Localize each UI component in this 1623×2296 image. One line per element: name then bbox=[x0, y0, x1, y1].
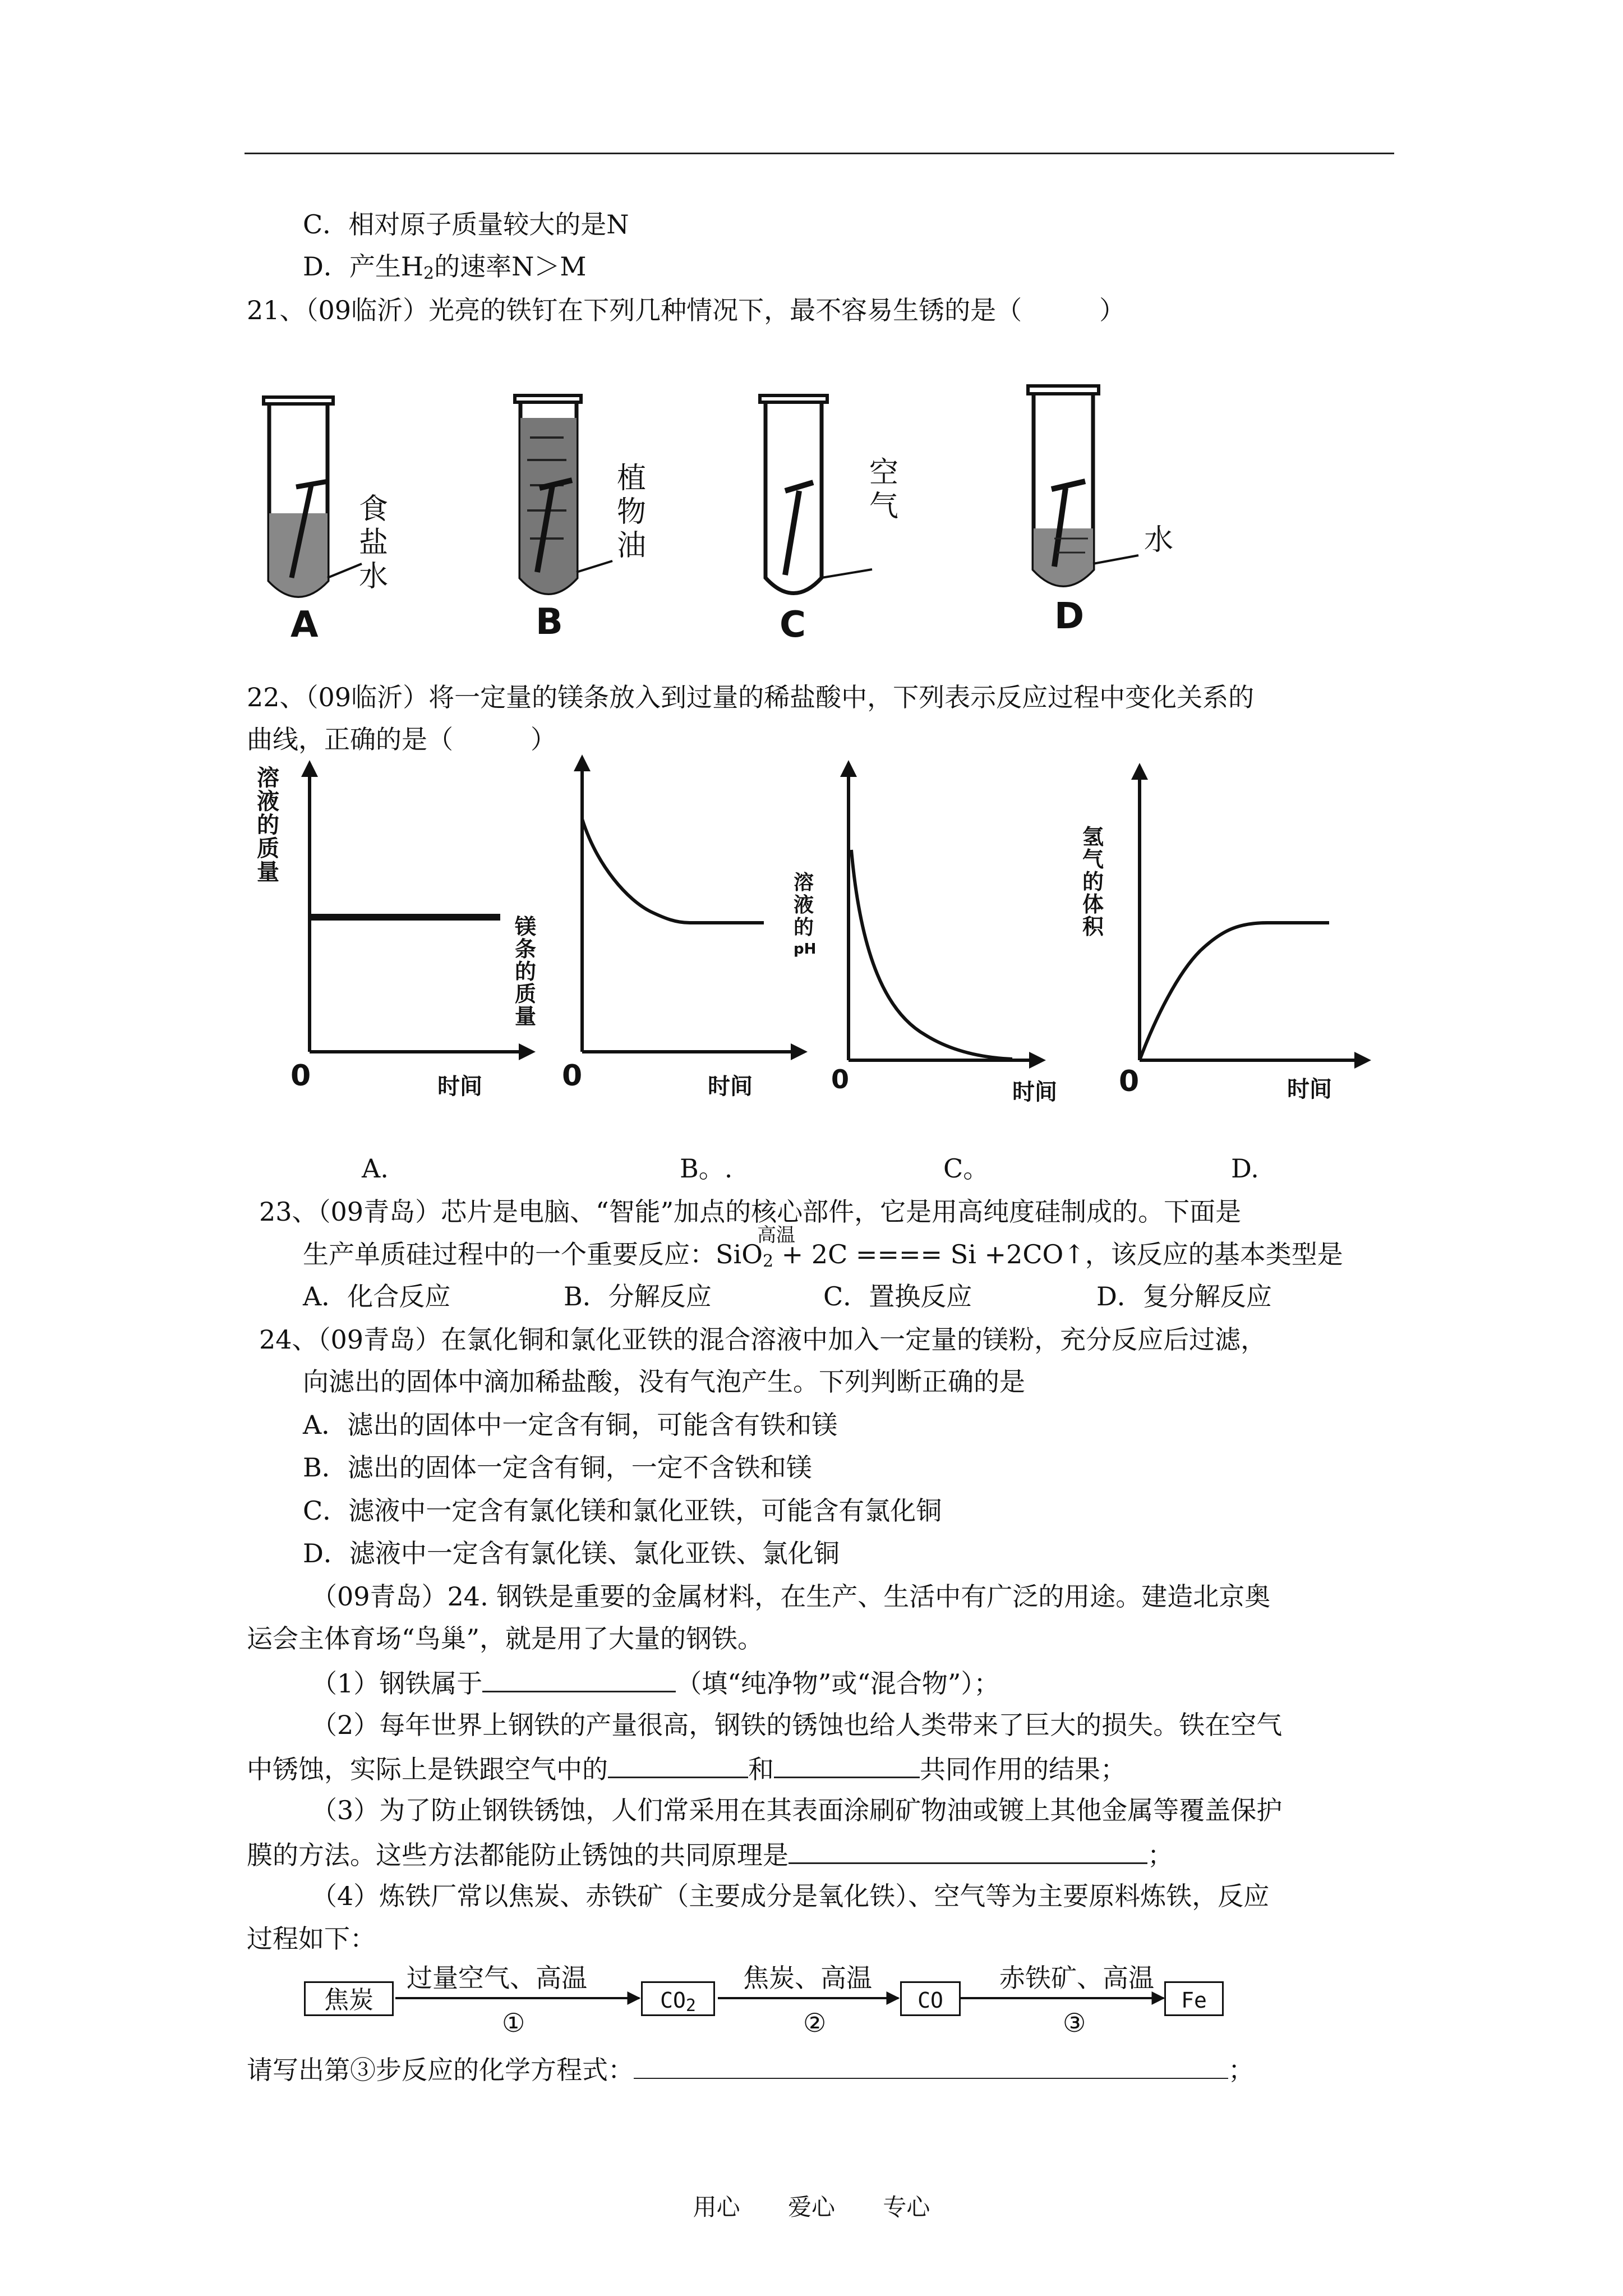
q25-part-3-line-1: （3）为了防止钢铁锈蚀，人们常采用在其表面涂刷矿物油或镀上其他金属等覆盖保护 bbox=[311, 1795, 1283, 1825]
graph-d-curve bbox=[1140, 923, 1329, 1060]
tube-a-label-3: 水 bbox=[359, 560, 389, 593]
tube-a-letter: A bbox=[291, 604, 319, 646]
q23-line-1: 23、（09青岛）芯片是电脑、“智能”加点的核心部件，它是用高纯度硅制成的。下面是 bbox=[259, 1197, 1242, 1227]
flow-arrow-1-step: ① bbox=[502, 2008, 525, 2038]
tube-d bbox=[1028, 386, 1173, 637]
tube-b bbox=[515, 395, 646, 643]
q25-part-3-line-2: 膜的方法。这些方法都能防止锈蚀的共同原理是 ； bbox=[247, 1838, 1173, 1871]
graph-a bbox=[257, 765, 527, 1099]
q22-stem-line-1: 22、（09临沂）将一定量的镁条放入到过量的稀盐酸中，下列表示反应过程中变化关系的 bbox=[247, 682, 1255, 712]
graph-b-ylabel-2: 条 bbox=[515, 937, 537, 961]
footer-item-3: 专心 bbox=[883, 2193, 930, 2221]
blank-2a[interactable] bbox=[608, 1752, 748, 1778]
graph-c-ylabel-3: 的 bbox=[794, 916, 814, 939]
q23-option-d: D．复分解反应 bbox=[1096, 1281, 1272, 1312]
graph-c-ylabel-2: 液 bbox=[794, 894, 814, 917]
q24-option-c: C．滤液中一定含有氯化镁和氯化亚铁，可能含有氯化铜 bbox=[303, 1496, 942, 1526]
tube-a bbox=[264, 397, 388, 646]
graph-b-ylabel-1: 镁 bbox=[515, 914, 537, 939]
graph-a-origin: 0 bbox=[291, 1059, 311, 1093]
graph-c-ylabel-1: 溶 bbox=[794, 871, 814, 894]
graph-a-ylabel-2: 液 bbox=[257, 789, 279, 815]
q23-option-b: B．分解反应 bbox=[564, 1281, 712, 1312]
blank-equation[interactable] bbox=[634, 2053, 1228, 2079]
q24-line-2: 向滤出的固体中滴加稀盐酸，没有气泡产生。下列判断正确的是 bbox=[303, 1366, 1025, 1397]
graph-d-ylabel-1: 氢 bbox=[1082, 825, 1104, 849]
q23-option-a: A．化合反应 bbox=[303, 1281, 451, 1312]
q20-option-c: C．相对原子质量较大的是N bbox=[303, 209, 629, 240]
graph-d-ylabel-4: 体 bbox=[1082, 892, 1104, 917]
graph-a-xlabel: 时间 bbox=[437, 1074, 482, 1099]
graph-b-ylabel-5: 量 bbox=[515, 1004, 537, 1029]
q22-stem-line-2: 曲线，正确的是（ ） bbox=[247, 724, 556, 754]
q25-part-4-line-1: （4）炼铁厂常以焦炭、赤铁矿（主要成分是氧化铁）、空气等为主要原料炼铁，反应 bbox=[311, 1881, 1270, 1911]
tube-b-label-3: 油 bbox=[617, 529, 647, 563]
page-footer bbox=[0, 2189, 1623, 2223]
q25-final-line: 请写出第③步反应的化学方程式： ； bbox=[247, 2053, 1254, 2086]
q23-line-2: 生产单质硅过程中的一个重要反应：SiO$_2$ + 2C ==== Si +2CO↑，该反应的基本类型是 bbox=[303, 1239, 1343, 1271]
flow-arrow-2-condition: 焦炭、高温 bbox=[743, 1963, 872, 1993]
flow-arrow-3-step: ③ bbox=[1063, 2008, 1086, 2038]
tube-a-label-1: 食 bbox=[359, 493, 389, 526]
tube-d-letter: D bbox=[1054, 596, 1085, 637]
flow-arrow-1-condition: 过量空气、高温 bbox=[407, 1963, 587, 1993]
graph-b-ylabel-4: 质 bbox=[515, 982, 537, 1006]
graph-c-ylabel-4: pH bbox=[794, 941, 817, 958]
tube-b-letter: B bbox=[536, 601, 563, 643]
q25-part-2-line-1: （2）每年世界上钢铁的产量很高，钢铁的锈蚀也给人类带来了巨大的损失。铁在空气 bbox=[311, 1710, 1283, 1740]
q25-intro-line-2: 运会主体育场“鸟巢”，就是用了大量的钢铁。 bbox=[247, 1623, 764, 1654]
graph-d-ylabel-2: 气 bbox=[1082, 847, 1104, 872]
footer-item-1: 用心 bbox=[693, 2193, 740, 2221]
graph-b-ylabel-3: 的 bbox=[515, 959, 537, 984]
q24-option-b: B．滤出的固体一定含有铜，一定不含铁和镁 bbox=[303, 1452, 812, 1483]
tube-b-label-2: 物 bbox=[617, 495, 647, 529]
graph-b bbox=[515, 763, 799, 1099]
q22-option-a: A. bbox=[362, 1153, 389, 1184]
graph-b-origin: 0 bbox=[562, 1059, 583, 1093]
q22-option-d: D. bbox=[1231, 1153, 1259, 1184]
tube-c-letter: C bbox=[780, 604, 806, 646]
graph-a-ylabel-3: 的 bbox=[257, 812, 279, 838]
q22-option-c: C。 bbox=[943, 1153, 989, 1184]
q25-part-4-line-2: 过程如下： bbox=[247, 1924, 376, 1954]
graph-c bbox=[794, 769, 1057, 1105]
tube-d-label-1: 水 bbox=[1144, 523, 1174, 557]
graph-d-xlabel: 时间 bbox=[1287, 1076, 1332, 1102]
flow-arrow-2-step: ② bbox=[803, 2008, 827, 2038]
q22-graphs-figure bbox=[247, 754, 1396, 1119]
q25-part-2-line-2: 中锈蚀，实际上是铁跟空气中的 和 共同作用的结果； bbox=[247, 1752, 1126, 1785]
q25-part-1: （1）钢铁属于 （填“纯净物”或“混合物”）； bbox=[311, 1666, 999, 1699]
q21-test-tubes-figure bbox=[247, 370, 1312, 662]
flow-box-coke: 焦炭 bbox=[304, 1981, 394, 2016]
tube-a-label-2: 盐 bbox=[359, 526, 389, 560]
graph-b-xlabel: 时间 bbox=[708, 1074, 753, 1099]
graph-d bbox=[1082, 771, 1363, 1102]
graph-c-origin: 0 bbox=[831, 1064, 850, 1094]
graph-b-curve bbox=[582, 819, 764, 923]
graph-c-xlabel: 时间 bbox=[1012, 1079, 1057, 1105]
q21-stem: 21、（09临沂）光亮的铁钉在下列几种情况下，最不容易生锈的是（ ） bbox=[247, 295, 1126, 325]
footer-item-2: 爱心 bbox=[787, 2193, 835, 2221]
flow-box-fe: Fe bbox=[1164, 1981, 1224, 2016]
tube-b-label-1: 植 bbox=[617, 462, 647, 495]
flow-arrow-3-condition: 赤铁矿、高温 bbox=[999, 1963, 1154, 1993]
header-rule bbox=[245, 153, 1394, 154]
q20-option-d: D．产生$H_2$的速率N＞M bbox=[303, 251, 587, 283]
graph-c-curve bbox=[851, 850, 1012, 1059]
graph-a-ylabel-5: 量 bbox=[257, 859, 279, 885]
q23-option-c: C．置换反应 bbox=[823, 1281, 972, 1312]
tube-c bbox=[760, 395, 898, 646]
graph-a-ylabel-1: 溶 bbox=[257, 765, 279, 791]
graph-a-ylabel-4: 质 bbox=[257, 836, 279, 862]
blank-2b[interactable] bbox=[774, 1752, 920, 1778]
flow-box-co: CO bbox=[900, 1981, 961, 2016]
graph-d-ylabel-3: 的 bbox=[1082, 869, 1104, 894]
tube-c-label-1: 空 bbox=[869, 456, 899, 490]
q25-intro-line-1: （09青岛）24. 钢铁是重要的金属材料，在生产、生活中有广泛的用途。建造北京奥 bbox=[311, 1581, 1271, 1612]
graph-d-ylabel-5: 积 bbox=[1082, 914, 1104, 939]
blank-1[interactable] bbox=[482, 1666, 676, 1692]
flow-box-co2: $CO_2$ bbox=[641, 1981, 715, 2016]
blank-3[interactable] bbox=[789, 1838, 1147, 1864]
q22-option-b: B。. bbox=[680, 1153, 733, 1184]
q24-line-1: 24、（09青岛）在氯化铜和氯化亚铁的混合溶液中加入一定量的镁粉，充分反应后过滤， bbox=[259, 1324, 1267, 1355]
q23-condition: 高温 bbox=[757, 1224, 795, 1246]
q24-option-d: D．滤液中一定含有氯化镁、氯化亚铁、氯化铜 bbox=[303, 1538, 840, 1568]
tube-c-label-2: 气 bbox=[869, 490, 899, 523]
q24-option-a: A．滤出的固体中一定含有铜，可能含有铁和镁 bbox=[303, 1410, 838, 1440]
graph-d-origin: 0 bbox=[1119, 1065, 1140, 1098]
